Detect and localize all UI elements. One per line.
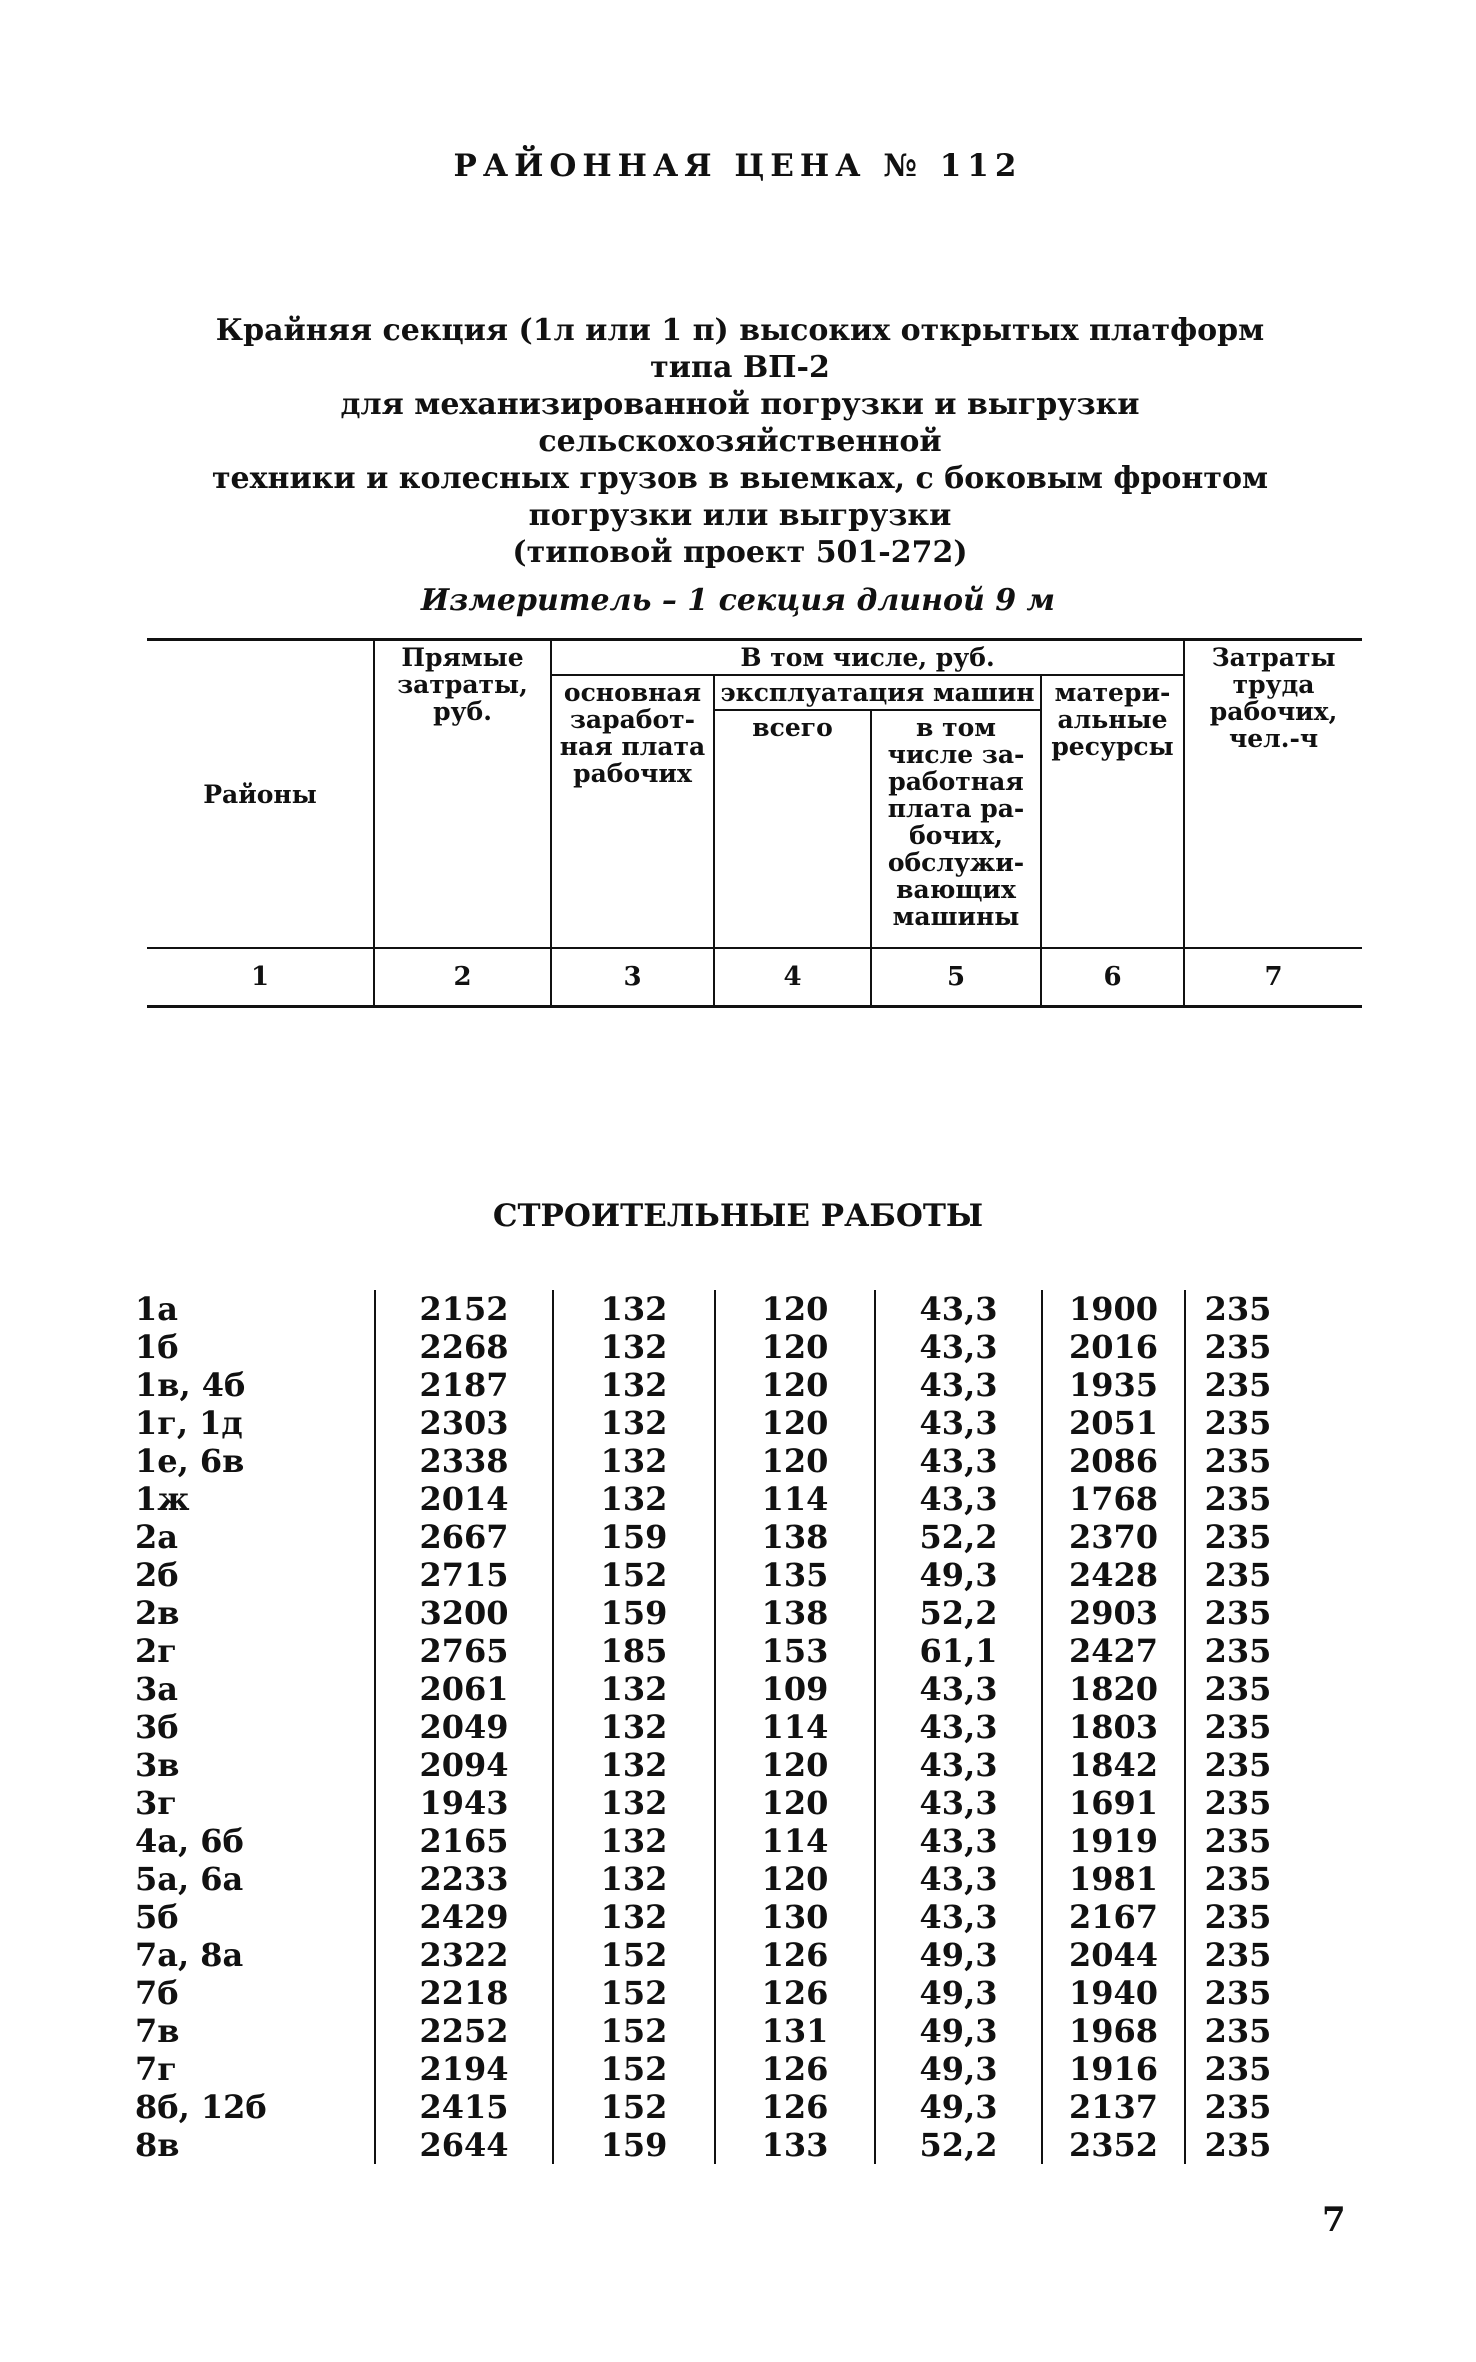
row-value: 1981 [1042, 1860, 1185, 1898]
table-row [135, 2088, 1290, 2126]
row-value: 2194 [375, 2050, 553, 2088]
row-value: 2427 [1042, 1632, 1185, 1670]
row-value: 114 [715, 1480, 875, 1518]
row-rayon: 4а, 6б [135, 1822, 244, 1860]
row-value: 159 [553, 1518, 715, 1556]
row-value: 235 [1185, 1290, 1290, 1328]
row-value: 43,3 [875, 1746, 1042, 1784]
row-value: 49,3 [875, 2088, 1042, 2126]
table-row [135, 1404, 1290, 1442]
row-value: 109 [715, 1670, 875, 1708]
table-row [135, 1670, 1290, 1708]
row-value: 43,3 [875, 1404, 1042, 1442]
row-value: 132 [553, 1860, 715, 1898]
row-value: 235 [1185, 1632, 1290, 1670]
row-value: 152 [553, 1936, 715, 1974]
subtitle-line: (типовой проект 501-272) [512, 535, 968, 570]
row-value: 185 [553, 1632, 715, 1670]
row-value: 52,2 [875, 2126, 1042, 2164]
row-value: 2303 [375, 1404, 553, 1442]
row-value: 3200 [375, 1594, 553, 1632]
row-value: 235 [1185, 2126, 1290, 2164]
row-value: 152 [553, 2050, 715, 2088]
row-value: 52,2 [875, 1594, 1042, 1632]
row-value: 2218 [375, 1974, 553, 2012]
row-value: 2268 [375, 1328, 553, 1366]
row-value: 49,3 [875, 1974, 1042, 2012]
row-value: 1968 [1042, 2012, 1185, 2050]
row-value: 132 [553, 1442, 715, 1480]
row-rayon: 5б [135, 1898, 179, 1936]
subtitle-line: для механизированной погрузки и выгрузки сельскохозяйственной [340, 387, 1140, 459]
row-value: 1803 [1042, 1708, 1185, 1746]
row-value: 132 [553, 1404, 715, 1442]
row-rayon: 3а [135, 1670, 178, 1708]
row-value: 2061 [375, 1670, 553, 1708]
row-value: 49,3 [875, 2012, 1042, 2050]
row-value: 2044 [1042, 1936, 1185, 1974]
row-rayon: 1е, 6в [135, 1442, 245, 1480]
row-value: 2429 [375, 1898, 553, 1936]
header-v-tom-chisle-zp: в том числе за-работная плата ра-бочих, обслужи-вающих машины [871, 710, 1041, 948]
table-row [135, 1594, 1290, 1632]
table-row [135, 1442, 1290, 1480]
column-number: 6 [1041, 948, 1184, 1007]
row-value: 235 [1185, 1404, 1290, 1442]
header-rayony: Районы [147, 640, 374, 949]
header-osnovnaya: основная заработ-ная плата рабочих [551, 675, 714, 948]
measure-unit: Измеритель – 1 секция длиной 9 м [420, 583, 1056, 618]
row-value: 49,3 [875, 1936, 1042, 1974]
row-value: 132 [553, 1746, 715, 1784]
row-value: 120 [715, 1290, 875, 1328]
table-row [135, 1936, 1290, 1974]
row-value: 120 [715, 1366, 875, 1404]
row-value: 159 [553, 2126, 715, 2164]
row-value: 235 [1185, 1328, 1290, 1366]
row-value: 2352 [1042, 2126, 1185, 2164]
row-value: 1820 [1042, 1670, 1185, 1708]
row-value: 49,3 [875, 1556, 1042, 1594]
row-value: 1919 [1042, 1822, 1185, 1860]
table-row [135, 1746, 1290, 1784]
table-row [135, 1822, 1290, 1860]
row-value: 126 [715, 2050, 875, 2088]
row-value: 43,3 [875, 1442, 1042, 1480]
row-value: 2715 [375, 1556, 553, 1594]
page-number: 7 [1322, 2200, 1346, 2240]
row-value: 120 [715, 1328, 875, 1366]
row-value: 43,3 [875, 1480, 1042, 1518]
table-row [135, 1708, 1290, 1746]
row-value: 2152 [375, 1290, 553, 1328]
column-number: 5 [871, 948, 1041, 1007]
table-row [135, 2126, 1290, 2164]
row-value: 132 [553, 1328, 715, 1366]
table-row [135, 2012, 1290, 2050]
row-value: 120 [715, 1442, 875, 1480]
row-value: 120 [715, 1746, 875, 1784]
row-rayon: 8в [135, 2126, 180, 2164]
table-row [135, 1784, 1290, 1822]
row-value: 43,3 [875, 1708, 1042, 1746]
row-rayon: 3б [135, 1708, 179, 1746]
row-rayon: 2г [135, 1632, 177, 1670]
row-value: 132 [553, 1290, 715, 1328]
row-value: 2370 [1042, 1518, 1185, 1556]
row-value: 2014 [375, 1480, 553, 1518]
section-title: СТРОИТЕЛЬНЫЕ РАБОТЫ [492, 1198, 984, 1234]
column-number: 7 [1184, 948, 1362, 1007]
subtitle-line: погрузки или выгрузки [528, 498, 952, 533]
row-value: 133 [715, 2126, 875, 2164]
row-rayon: 1а [135, 1290, 178, 1328]
row-value: 138 [715, 1518, 875, 1556]
row-rayon: 1б [135, 1328, 179, 1366]
row-value: 1940 [1042, 1974, 1185, 2012]
row-value: 131 [715, 2012, 875, 2050]
row-value: 126 [715, 1936, 875, 1974]
row-value: 126 [715, 2088, 875, 2126]
row-value: 1900 [1042, 1290, 1185, 1328]
row-rayon: 7г [135, 2050, 177, 2088]
table-row [135, 1518, 1290, 1556]
row-value: 235 [1185, 2050, 1290, 2088]
row-value: 2428 [1042, 1556, 1185, 1594]
row-value: 2252 [375, 2012, 553, 2050]
row-value: 43,3 [875, 1822, 1042, 1860]
row-value: 235 [1185, 1594, 1290, 1632]
row-rayon: 3г [135, 1784, 177, 1822]
page-title: РАЙОННАЯ ЦЕНА № 112 [453, 148, 1023, 184]
row-value: 126 [715, 1974, 875, 2012]
document-subtitle [190, 312, 1290, 571]
row-value: 152 [553, 2088, 715, 2126]
row-value: 135 [715, 1556, 875, 1594]
header-vsego: всего [714, 710, 871, 948]
header-v-tom-chisle: В том числе, руб. [551, 640, 1184, 676]
row-value: 132 [553, 1480, 715, 1518]
row-value: 235 [1185, 1670, 1290, 1708]
row-value: 43,3 [875, 1290, 1042, 1328]
row-value: 2051 [1042, 1404, 1185, 1442]
table-row [135, 1480, 1290, 1518]
row-value: 235 [1185, 1974, 1290, 2012]
row-value: 132 [553, 1784, 715, 1822]
row-rayon: 2в [135, 1594, 180, 1632]
header-table [147, 638, 1362, 1008]
row-value: 49,3 [875, 2050, 1042, 2088]
table-row [135, 1860, 1290, 1898]
row-value: 114 [715, 1822, 875, 1860]
row-value: 1935 [1042, 1366, 1185, 1404]
row-value: 235 [1185, 1480, 1290, 1518]
row-value: 43,3 [875, 1898, 1042, 1936]
row-value: 2187 [375, 1366, 553, 1404]
table-row [135, 1632, 1290, 1670]
row-value: 2165 [375, 1822, 553, 1860]
row-value: 235 [1185, 1898, 1290, 1936]
row-rayon: 1в, 4б [135, 1366, 246, 1404]
row-value: 1691 [1042, 1784, 1185, 1822]
row-value: 2016 [1042, 1328, 1185, 1366]
row-value: 235 [1185, 1822, 1290, 1860]
row-rayon: 7б [135, 1974, 179, 2012]
row-value: 120 [715, 1784, 875, 1822]
row-value: 120 [715, 1404, 875, 1442]
column-number: 4 [714, 948, 871, 1007]
row-value: 159 [553, 1594, 715, 1632]
row-rayon: 2б [135, 1556, 179, 1594]
table-row [135, 1366, 1290, 1404]
row-value: 114 [715, 1708, 875, 1746]
table-row [135, 1974, 1290, 2012]
row-value: 152 [553, 1974, 715, 2012]
row-value: 235 [1185, 1708, 1290, 1746]
row-value: 235 [1185, 1366, 1290, 1404]
row-value: 2094 [375, 1746, 553, 1784]
header-pryamye: Прямые затраты, руб. [374, 640, 551, 949]
row-rayon: 2а [135, 1518, 178, 1556]
table-row [135, 2050, 1290, 2088]
row-value: 235 [1185, 1784, 1290, 1822]
row-value: 235 [1185, 1556, 1290, 1594]
table-row [135, 1290, 1290, 1328]
row-value: 52,2 [875, 1518, 1042, 1556]
row-value: 235 [1185, 1936, 1290, 1974]
row-value: 120 [715, 1860, 875, 1898]
row-value: 152 [553, 2012, 715, 2050]
table-row [135, 1556, 1290, 1594]
subtitle-line: техники и колесных грузов в выемках, с боковым фронтом [211, 461, 1269, 496]
subtitle-line: Крайняя секция (1л или 1 п) высоких открытых платформ типа ВП-2 [215, 313, 1265, 385]
row-value: 2167 [1042, 1898, 1185, 1936]
row-value: 2137 [1042, 2088, 1185, 2126]
header-materialnye: матери-альные ресурсы [1041, 675, 1184, 948]
table-row [135, 1328, 1290, 1366]
row-value: 1943 [375, 1784, 553, 1822]
row-value: 132 [553, 1366, 715, 1404]
row-value: 138 [715, 1594, 875, 1632]
row-rayon: 1ж [135, 1480, 190, 1518]
row-value: 1842 [1042, 1746, 1185, 1784]
row-value: 2086 [1042, 1442, 1185, 1480]
row-value: 2903 [1042, 1594, 1185, 1632]
row-value: 2644 [375, 2126, 553, 2164]
row-value: 130 [715, 1898, 875, 1936]
row-value: 235 [1185, 1442, 1290, 1480]
row-value: 235 [1185, 2088, 1290, 2126]
column-number: 1 [147, 948, 374, 1007]
row-rayon: 5а, 6а [135, 1860, 244, 1898]
row-rayon: 7в [135, 2012, 180, 2050]
row-value: 153 [715, 1632, 875, 1670]
row-value: 235 [1185, 1746, 1290, 1784]
row-value: 132 [553, 1898, 715, 1936]
column-number: 3 [551, 948, 714, 1007]
row-value: 235 [1185, 2012, 1290, 2050]
row-value: 235 [1185, 1518, 1290, 1556]
row-value: 152 [553, 1556, 715, 1594]
row-value: 132 [553, 1670, 715, 1708]
row-value: 43,3 [875, 1784, 1042, 1822]
row-value: 2667 [375, 1518, 553, 1556]
row-value: 43,3 [875, 1860, 1042, 1898]
row-value: 2049 [375, 1708, 553, 1746]
table-row [135, 1898, 1290, 1936]
row-value: 2765 [375, 1632, 553, 1670]
row-value: 1768 [1042, 1480, 1185, 1518]
row-value: 2338 [375, 1442, 553, 1480]
row-value: 132 [553, 1708, 715, 1746]
column-number: 2 [374, 948, 551, 1007]
row-value: 61,1 [875, 1632, 1042, 1670]
row-value: 2322 [375, 1936, 553, 1974]
header-zatraty-truda: Затраты труда рабочих, чел.-ч [1184, 640, 1362, 949]
row-value: 2415 [375, 2088, 553, 2126]
row-value: 43,3 [875, 1670, 1042, 1708]
data-table [135, 1290, 1290, 2164]
row-value: 2233 [375, 1860, 553, 1898]
row-rayon: 1г, 1д [135, 1404, 243, 1442]
row-rayon: 3в [135, 1746, 180, 1784]
header-ekspluatatsiya: эксплуатация машин [714, 675, 1041, 710]
row-value: 43,3 [875, 1328, 1042, 1366]
row-rayon: 7а, 8а [135, 1936, 244, 1974]
row-rayon: 8б, 12б [135, 2088, 267, 2126]
row-value: 132 [553, 1822, 715, 1860]
row-value: 235 [1185, 1860, 1290, 1898]
row-value: 1916 [1042, 2050, 1185, 2088]
row-value: 43,3 [875, 1366, 1042, 1404]
